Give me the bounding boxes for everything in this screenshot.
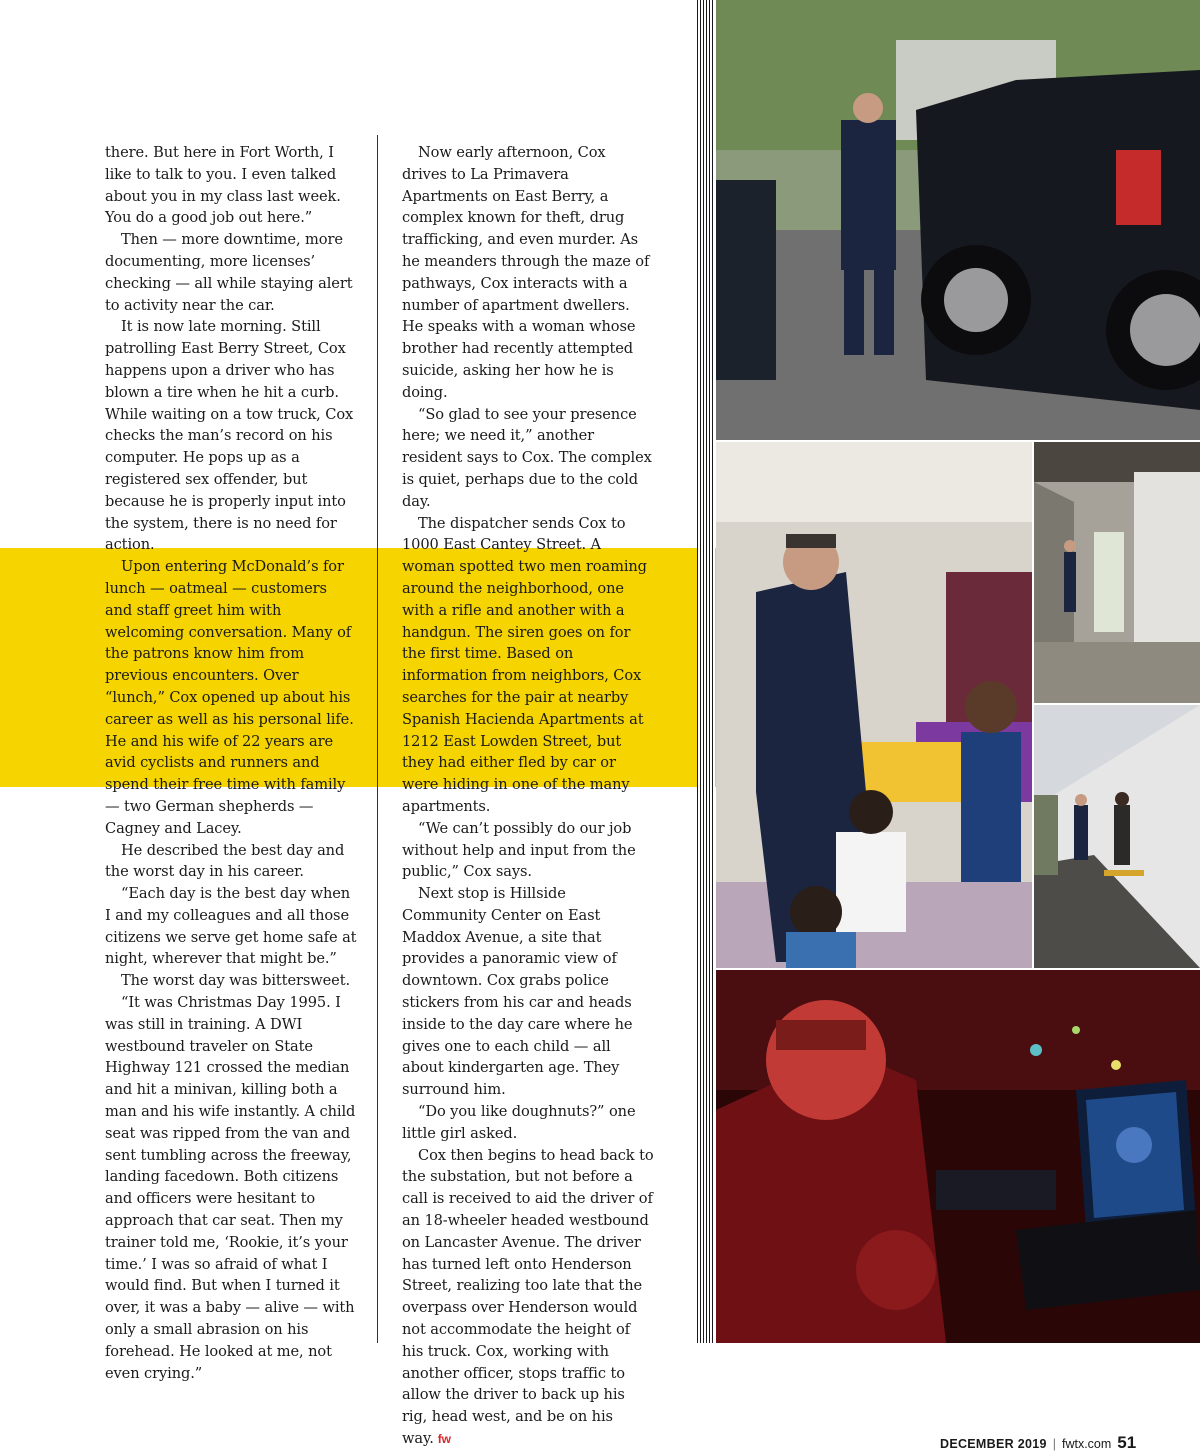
paragraph: “So glad to see your presence here; we need it,” another resident says to Cox. The complex is quiet, perhaps due to the cold day. [402, 405, 652, 510]
footer-issue-date: DECEMBER 2019 [940, 1437, 1047, 1451]
paragraph: “We can’t possibly do our job without help and input from the public,” Cox says. [402, 819, 636, 881]
paragraph [402, 1145, 654, 1451]
paragraph: Now early afternoon, Cox drives to La Primavera Apartments on East Berry, a complex known for theft, drug trafficking, and even murder. As he meanders through the maze of pathways, Cox interacts with a number of apartment dwellers. He speaks with a woman whose brother had recently attempted suicide, asking her how he is doing. [402, 144, 650, 401]
end-mark: fw [437, 1432, 451, 1447]
photo-officer-at-patrol-laptop [716, 970, 1200, 1343]
paragraph: Upon entering McDonald’s for lunch — oatmeal — customers and staff greet him with welcoming conversation. Many of the patrons know him from previous encounters. Over “lunch,” Cox opened up about his career as well as his personal life. He and his wife of 22 years are avid cyclists and runners and spend their free time with family — two German shepherds — Cagney and Lacey. [105, 558, 354, 837]
striped-border [697, 0, 715, 1343]
paragraph-text: Cox then begins to head back to the substation, but not before a call is received to aid the driver of an 18-wheeler headed westbound on Lancaster Avenue. The driver has turned left onto Henderson Street, realizing too late that the overpass over Henderson would not accommodate the height of his truck. Cox, working with another officer, stops traffic to allow the driver to back up his rig, head west, and be on his way. [402, 1146, 654, 1448]
paragraph: The dispatcher sends Cox to 1000 East Cantey Street. A woman spotted two men roaming around the neighborhood, one with a rifle and another with a handgun. The siren goes on for the first time. Based on information from neighbors, Cox searches for the pair at nearby Spanish Hacienda Apartments at 1212 East Lowden Street, but they had either fled by car or were hiding in one of the many apartments. [402, 514, 647, 815]
paragraph: Then — more downtime, more documenting, more licenses’ checking — all while staying alert to activity near the car. [105, 231, 353, 314]
footer-site: fwtx.com [1061, 1437, 1112, 1451]
photo-apartment-corridor [1034, 442, 1200, 703]
paragraph: It is now late morning. Still patrolling East Berry Street, Cox happens upon a driver who has blown a tire when he hit a curb. While waiting on a tow truck, Cox checks the man’s record on his computer. He pops up as a registered sex offender, but because he is properly input into the system, there is no need for action. [105, 318, 354, 554]
paragraph: The worst day was bittersweet. [121, 972, 351, 990]
page-footer [940, 1433, 1136, 1453]
article-column-middle [402, 142, 654, 1451]
paragraph: “Each day is the best day when I and my colleagues and all those citizens we serve get home safe at night, wherever that might be.” [105, 885, 357, 968]
paragraph: “It was Christmas Day 1995. I was still in training. A DWI westbound traveler on State Highway 121 crossed the median and hit a minivan, killing both a man and his wife instantly. A child seat was ripped from the van and sent tumbling across the freeway, landing facedown. Both citizens and officers were hesitant to approach that car seat. Then my trainer told me, ‘Rookie, it’s your time.’ I was so afraid of what I would find. But when I turned it over, it was a baby — alive — with only a small abrasion on his forehead. He looked at me, not even crying.” [105, 994, 356, 1382]
article-column-left [105, 142, 357, 1384]
paragraph: “Do you like doughnuts?” one little girl asked. [402, 1103, 636, 1142]
page-number: 51 [1117, 1433, 1137, 1452]
photo-officer-in-alley [1034, 705, 1200, 968]
paragraph: Next stop is Hillside Community Center on East Maddox Avenue, a site that provides a panoramic view of downtown. Cox grabs police stickers from his car and heads inside to the day care where he gives one to each child — all about kindergarten age. They surround him. [402, 885, 633, 1099]
photo-officer-at-truck [716, 0, 1200, 440]
photo-officer-with-children [716, 442, 1032, 968]
paragraph: He described the best day and the worst day in his career. [105, 841, 345, 881]
footer-separator: | [1052, 1437, 1056, 1451]
column-divider [377, 135, 378, 1343]
paragraph: there. But here in Fort Worth, I like to talk to you. I even talked about you in my class last week. You do a good job out here.” [105, 144, 341, 227]
